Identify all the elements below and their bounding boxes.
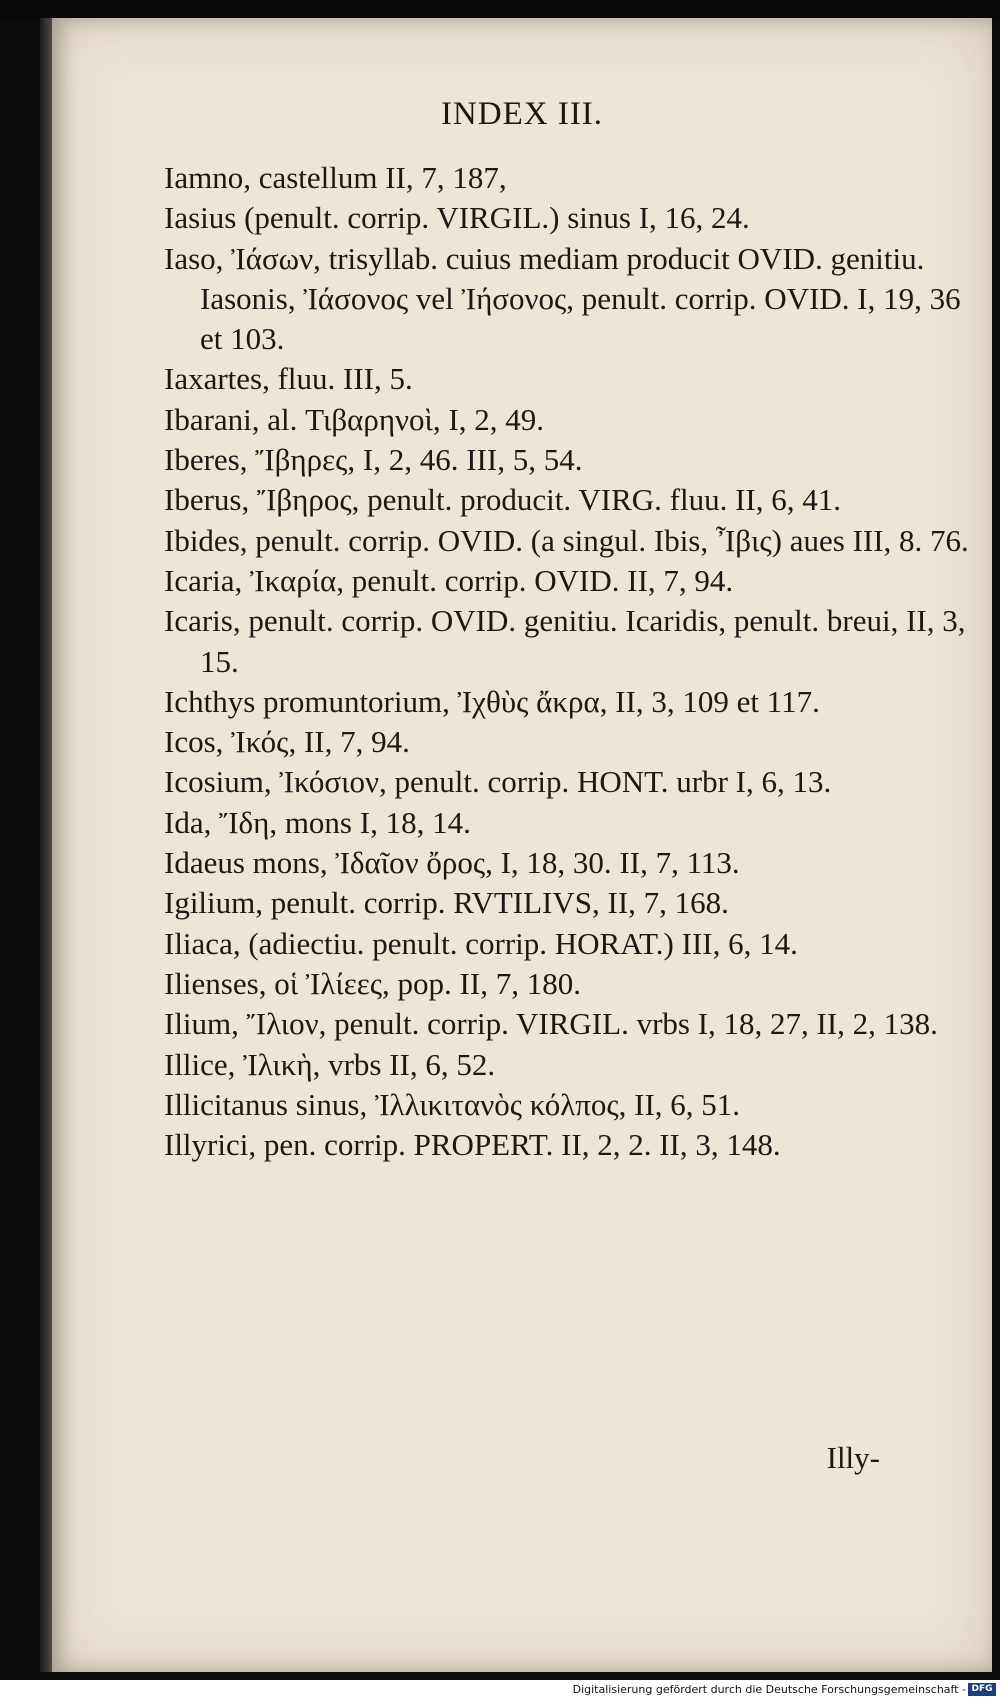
index-entry: Ida, Ἴδη, mons I, 18, 14. [164, 804, 471, 840]
index-entry: Ilienses, οἱ Ἰλίεες, pop. II, 7, 180. [164, 965, 581, 1001]
scan-top-edge [0, 0, 1000, 20]
index-entry: Iamno, castellum II, 7, 187, [164, 160, 507, 195]
index-entry: Ibides, penult. corrip. OVID. (a singul. Ibis, Ἶβις) aues III, 8. 76. [164, 522, 969, 558]
index-entry: Illicitanus sinus, Ἰλλικιτανὸς κόλπος, II, 6, 51. [164, 1086, 741, 1122]
index-entry: Icos, Ἰκός, II, 7, 94. [164, 724, 410, 760]
index-entry: Illyrici, pen. corrip. PROPERT. II, 2, 2. II, 3, 148. [164, 1127, 781, 1163]
index-entry: Icosium, Ἰκόσιον, penult. corrip. HONT. urbr I, 6, 13. [164, 764, 832, 800]
index-entry: Icaris, penult. corrip. OVID. genitiu. Icaridis, penult. breui, II, 3, 15. [164, 603, 966, 679]
funding-credit: Digitalisierung gefördert durch die Deutsche Forschungsgemeinschaft - [572, 1683, 966, 1696]
page-header: INDEX III. [440, 96, 604, 132]
book-page [52, 18, 992, 1672]
index-entry: Iberus, Ἴβηρος, penult. producit. VIRG. fluu. II, 6, 41. [164, 482, 841, 518]
index-entry: Iasius (penult. corrip. VIRGIL.) sinus I, 16, 24. [164, 200, 750, 236]
dfg-logo: DFG [968, 1683, 996, 1696]
index-entry: Ibarani, al. Τιβαρηνοὶ, I, 2, 49. [164, 401, 544, 437]
index-entry: Iliaca, (adiectiu. penult. corrip. HORAT.) III, 6, 14. [164, 925, 798, 961]
index-entry: Idaeus mons, Ἰδαῖον ὄρος, I, 18, 30. II, 7, 113. [164, 845, 740, 881]
index-entry: Igilium, penult. corrip. RVTILIVS, II, 7, 168. [164, 885, 729, 921]
index-entry: Icaria, Ἰκαρία, penult. corrip. OVID. II, 7, 94. [164, 562, 734, 598]
index-entries [164, 158, 984, 1165]
catchword: Illy- [826, 1440, 880, 1475]
index-entry: Iaxartes, fluu. III, 5. [164, 361, 413, 397]
index-entry: Illice, Ἰλικὴ, vrbs II, 6, 52. [164, 1046, 496, 1082]
index-entry: Ilium, Ἴλιον, penult. corrip. VIRGIL. vrbs I, 18, 27, II, 2, 138. [164, 1006, 938, 1042]
index-entry: Iberes, Ἴβηρες, I, 2, 46. III, 5, 54. [164, 442, 583, 478]
index-entry: Iaso, Ἰάσων, trisyllab. cuius mediam producit OVID. genitiu. Iasonis, Ἰάσονος vel Ἰήσονος, penult. corrip. OVID. I, 19, 36 et 103. [164, 240, 961, 357]
index-entry: Ichthys promuntorium, Ἰχθὺς ἄκρα, II, 3, 109 et 117. [164, 683, 820, 719]
